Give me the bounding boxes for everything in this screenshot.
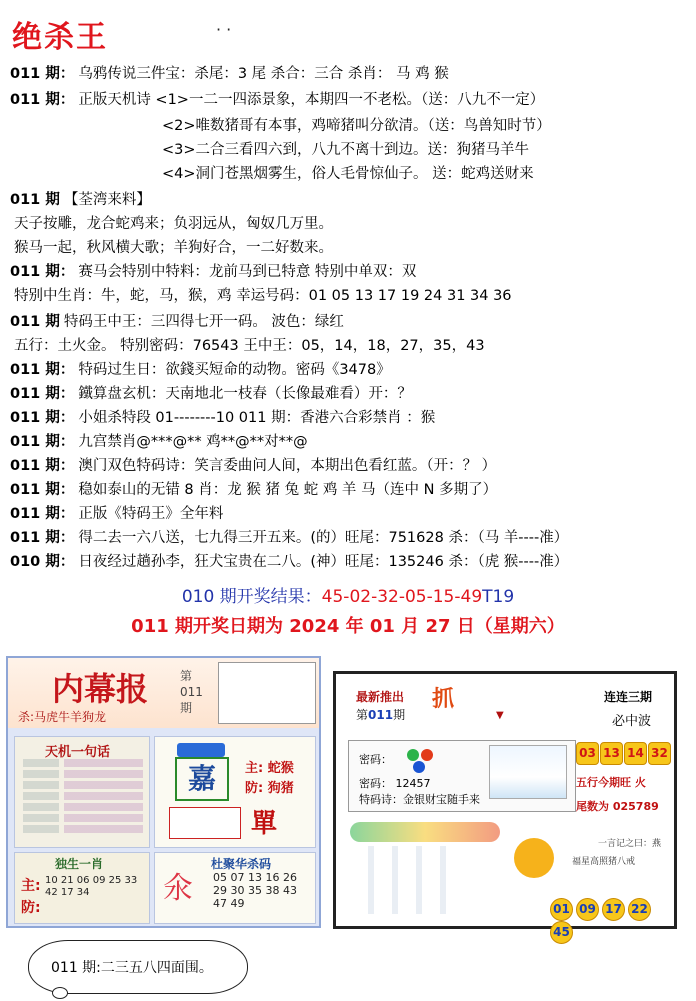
scene-image: [489, 745, 567, 799]
forecast-line: [10, 62, 449, 86]
forecast-text: 正版天机诗 <1>一二一四添景象，本期四一不老松。（送：八九不一定）: [78, 92, 545, 108]
red-dot-icon: [421, 749, 433, 761]
forecast-line: [158, 162, 534, 186]
forecast-text: 澳门双色特码诗：笑言委曲问人间，本期出色看红蓝。（开：？ ）: [78, 458, 497, 474]
result-label: 010 期开奖结果：: [181, 587, 322, 607]
number-ball: 14: [624, 742, 647, 765]
forecast-line: [10, 406, 435, 430]
single-zodiac-box: [14, 852, 150, 924]
color-banner: [350, 822, 500, 842]
wuxing-line: 五行今期旺 火: [576, 776, 646, 789]
forecast-line: [10, 358, 391, 382]
number-ball: 32: [648, 742, 671, 765]
card-header: [8, 658, 319, 728]
forecast-text: 小姐杀特段 01--------10 011 期：香港六合彩禁肖 ：猴: [78, 410, 436, 426]
vertical-text-block: [350, 846, 450, 914]
page-title: 绝杀王: [12, 20, 108, 55]
main-pick: 主: 蛇猴 防: 狗猪: [245, 761, 294, 796]
number-ball: 13: [600, 742, 623, 765]
number-ball: 45: [550, 921, 573, 944]
forecast-text: 特码王中王：三四得七开一码。 波色：绿红: [63, 314, 344, 330]
green-dot-icon: [407, 749, 419, 761]
forecast-line: [10, 188, 151, 212]
forecast-text: 正版《特码王》全年料: [78, 506, 224, 522]
number-ball: 03: [576, 742, 599, 765]
lucky-line: 福星高照猪八戒: [572, 857, 636, 867]
weishu-line: 尾数为 025789: [576, 800, 659, 813]
issue-label: 第011期: [356, 708, 406, 722]
forecast-line: [10, 236, 333, 260]
kill-numbers: 05 07 13 16 26 29 30 35 38 43 47 49: [213, 871, 297, 910]
forecast-text: 得二去一六八送，七九得三开五来。(的）旺尾：751628 杀：（马 羊----准）: [78, 530, 569, 546]
triangle-icon: ▼: [496, 710, 504, 721]
bubble-tail: [52, 987, 68, 999]
forecast-line: [10, 88, 544, 112]
tianji-title: 天机一句话: [45, 745, 111, 760]
forecast-line: [10, 212, 333, 236]
single-zodiac-title: 独生一肖: [55, 857, 104, 871]
brand-title: 内幕报: [52, 670, 149, 708]
label-tag: [177, 743, 225, 757]
speech-bubble: [28, 940, 248, 994]
code-value: 密码： 12457: [359, 777, 431, 790]
number-ball: 09: [576, 898, 599, 921]
neimu-bao-card: [6, 656, 321, 928]
issue-prefix: 011 期: [10, 314, 60, 330]
forecast-line: [10, 334, 485, 358]
saying-line: 一言记之曰：燕: [598, 839, 662, 849]
bubble-text: 011 期:二三五八四面围。: [51, 960, 213, 976]
zhua-card: [333, 671, 677, 939]
forecast-text: <4>洞门苍黑烟雾生，俗人毛骨惊仙子。 送：蛇鸡送财来: [162, 166, 534, 182]
forecast-text: 赛马会特别中特料：龙前马到已特意 特别中单双：双: [78, 264, 417, 280]
issue-prefix: 011 期：: [10, 506, 75, 522]
sun-icon: [514, 838, 554, 878]
forecast-text: 鐵算盘玄机：天南地北一枝春（长像最难看）开：？: [78, 386, 412, 402]
forecast-text: 五行：土火金。 特别密码：76543 王中王：05，14，18，27，35，43: [14, 338, 485, 354]
tianji-box: [14, 736, 150, 848]
bottom-balls: [550, 898, 674, 944]
issue-prefix: 011 期：: [10, 458, 75, 474]
zhua-char: 抓: [432, 687, 455, 712]
kill-number-box: [154, 852, 316, 924]
decor-char: 氽: [163, 871, 193, 906]
result-special: T19: [482, 587, 515, 607]
issue-prefix: 011 期: [10, 192, 60, 208]
zodiac-box: [154, 736, 316, 848]
dan-char: 單: [251, 809, 278, 839]
issue-label: 第 011 期: [180, 669, 203, 715]
issue-prefix: 011 期：: [10, 434, 75, 450]
issue-prefix: 011 期：: [10, 66, 75, 82]
forecast-text: <3>二合三看四六到，八九不离十到边。送：狗猪马羊牛: [162, 142, 530, 158]
number-ball: 17: [602, 898, 625, 921]
issue-prefix: 011 期：: [10, 264, 75, 280]
issue-prefix: 011 期：: [10, 410, 75, 426]
forecast-text: 猴马一起，秋风横大歌；羊狗好合，一二好数来。: [14, 240, 333, 256]
result-line: [0, 582, 696, 607]
title-dots: · ·: [216, 20, 232, 39]
issue-prefix: 011 期：: [10, 92, 75, 108]
forecast-line: [10, 382, 412, 406]
tianji-rows: [23, 759, 143, 836]
issue-prefix: 011 期：: [10, 530, 75, 546]
forecast-text: 乌鸦传说三件宝：杀尾：3 尾 杀合：三合 杀肖： 马 鸡 猴: [78, 66, 449, 82]
new-label: 最新推出: [356, 690, 405, 704]
issue-prefix: 011 期：: [10, 482, 75, 498]
jia-char: 嘉: [175, 757, 229, 801]
single-zodiac-numbers: 10 21 06 09 25 33 42 17 34: [45, 875, 138, 898]
blank-panel: [218, 662, 316, 724]
forecast-line: [158, 138, 529, 162]
number-ball: 01: [550, 898, 573, 921]
blue-dot-icon: [413, 761, 425, 773]
forecast-line: [10, 478, 497, 502]
draw-date-line: 011 期开奖日期为 2024 年 01 月 27 日（星期六）: [131, 616, 565, 637]
forecast-text: 【荃湾来料】: [63, 192, 151, 208]
forecast-line: [10, 284, 512, 308]
forecast-line: [158, 114, 551, 138]
number-ball: 22: [628, 898, 651, 921]
forecast-text: 特码过生日：欲錢买短命的动物。密码《3478》: [78, 362, 391, 378]
code-panel: [348, 740, 576, 812]
result-numbers: 45-02-32-05-15-49: [321, 587, 483, 607]
forecast-text: 九宫禁肖@***@** 鸡**@**对**@: [78, 434, 308, 450]
mini-table: [169, 807, 241, 839]
forecast-text: 稳如泰山的无错 8 肖：龙 猴 猪 兔 蛇 鸡 羊 马（连中 N 多期了）: [78, 482, 498, 498]
issue-prefix: 011 期：: [10, 386, 75, 402]
forecast-line: [10, 260, 416, 284]
top-balls: [576, 742, 672, 765]
forecast-line: [10, 454, 496, 478]
forecast-line: [10, 502, 223, 526]
forecast-line: [10, 550, 568, 574]
forecast-line: [10, 526, 568, 550]
forecast-text: 天子按雕，龙合蛇鸡来；负羽远从，匈奴几万里。: [14, 216, 333, 232]
kill-tag: 杀:马虎牛羊狗龙: [18, 710, 107, 724]
single-zodiac-labels: 主: 防:: [21, 878, 41, 916]
code-label: 密码：: [359, 753, 392, 766]
forecast-line: [10, 310, 344, 334]
issue-prefix: 011 期：: [10, 362, 75, 378]
forecast-line: [10, 430, 308, 454]
kill-number-title: 杜聚华杀码: [211, 857, 272, 871]
forecast-text: 日夜经过趟孙李，狂犬宝贵在二八。(神）旺尾：135246 杀：（虎 猴----准）: [78, 554, 569, 570]
forecast-text: 特别中生肖：牛，蛇，马，猴，鸡 幸运号码：01 05 13 17 19 24 31 34 36: [14, 288, 512, 304]
issue-prefix: 010 期：: [10, 554, 75, 570]
forecast-text: <2>唯数猪哥有本事，鸡啼猪叫分欲清。（送：鸟兽知时节）: [162, 118, 551, 134]
wave-label: 必中波: [612, 714, 652, 729]
poem-line: 特码诗：金银财宝随手来: [359, 793, 480, 806]
streak-label: 连连三期: [604, 690, 653, 704]
